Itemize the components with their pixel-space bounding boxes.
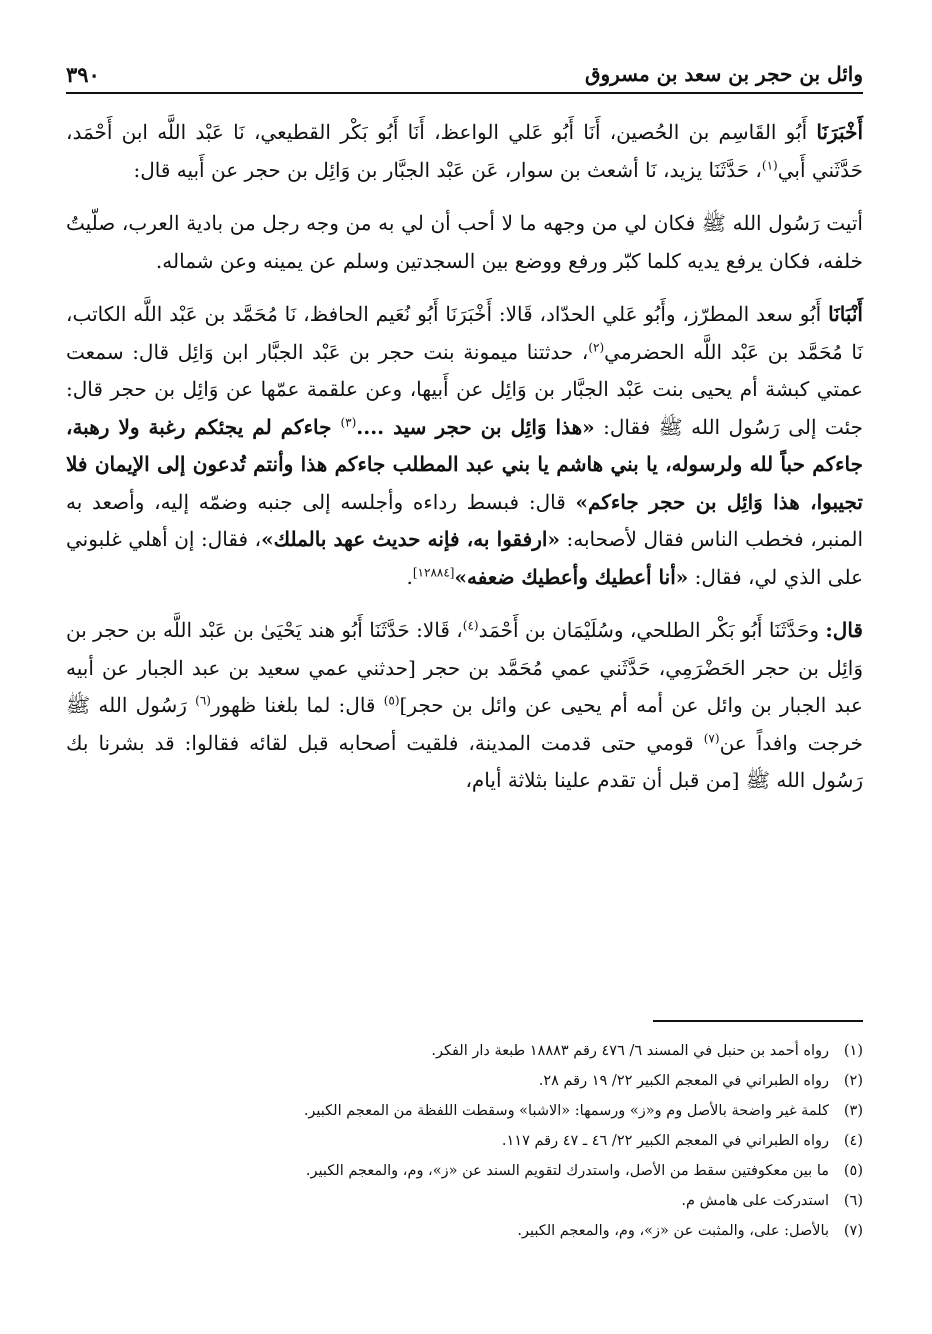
- footnote-item: [66, 1186, 863, 1216]
- footnote-item: [66, 1036, 863, 1066]
- paragraph-text: ، حدثتنا ميمونة بنت حجر بن عَبْد الجبَّار ابن وَائِل قال: سمعت عمتي كبشة أم يحيى بنت عَبْد الجبَّار بن وَائِل عن أَبيها، وعن علقمة عمّها عن وَائِل بن حجر قال: جئت إلى رَسُول الله ﷺ فقال:: [66, 339, 863, 439]
- footnote-text: رواه أحمد بن حنبل في المسند ٦/ ٤٧٦ رقم ١٨٨٨٣ طبعة دار الفكر.: [431, 1043, 829, 1059]
- chain-lead-word: أَخْبَرَنَا: [816, 120, 863, 144]
- paragraph-text: قال: فبسط رداءه وأجلسه إلى جنبه وضمّه إليه، وأصعد به المنبر، فخطب الناس فقال لأصحابه:: [66, 489, 863, 551]
- paragraph-text: وحَدَّثَنَا أَبُو بَكْر الطلحي، وسُلَيْمَان بن أَحْمَد: [478, 618, 826, 642]
- paragraph-text: ، حَدَّثَنَا يزيد، نَا أشعث بن سوار، عَن عَبْد الجبَّار بن وَائِل بن حجر عن أَبيه قال:: [133, 157, 762, 182]
- paragraph-text: رَسُول الله ﷺ خرجت وافداً عن: [66, 693, 863, 755]
- footnote-number: (٤): [843, 1133, 863, 1149]
- footnote-item: [66, 1156, 863, 1186]
- footnote-ref[interactable]: (٢): [588, 339, 605, 354]
- footnote-list: [66, 1036, 863, 1246]
- page-number: ٣٩٠: [66, 61, 100, 87]
- paragraph-1: [66, 114, 863, 189]
- hadith-quote: «هذا وَائِل بن حجر سيد ....: [356, 414, 595, 439]
- footnote-item: [66, 1096, 863, 1126]
- footnotes-section: [66, 1020, 863, 1246]
- footnote-number: (٥): [843, 1163, 863, 1179]
- footnote-text: رواه الطبراني في المعجم الكبير ٢٢/ ٤٦ ـ ٤٧ رقم ١١٧.: [501, 1133, 829, 1149]
- footnote-number: (٧): [843, 1223, 863, 1239]
- footnote-text: ما بين معكوفتين سقط من الأصل، واستدرك لتقويم السند عن «ز»، وم، والمعجم الكبير.: [305, 1163, 829, 1179]
- footnote-text: بالأصل: على، والمثبت عن «ز»، وم، والمعجم الكبير.: [517, 1223, 829, 1239]
- footnote-ref[interactable]: (٥): [383, 693, 400, 708]
- footnote-item: [66, 1066, 863, 1096]
- footnote-ref[interactable]: (٧): [703, 730, 720, 745]
- footnote-number: (١): [843, 1043, 863, 1059]
- paragraph-text: أَبُو سعد المطرّز، وأَبُو عَلي الحدّاد، قَالا: أَخْبَرَنَا أَبُو نُعَيم الحافظ، نَا مُحَمَّد بن عَبْد اللَّه الكاتب، نَا مُحَمَّد بن عَبْد اللَّه الحضرمي: [66, 302, 863, 364]
- footnote-number: (٢): [843, 1073, 863, 1089]
- paragraph-text: أَبُو القَاسِم بن الحُصين، أَنَا أَبُو عَلي الواعظ، أَنَا أَبُو بَكْر القطيعي، نَا عَبْد اللَّه ابن أَحْمَد، حَدَّثَني أَبي: [66, 120, 863, 182]
- paragraph-2: [66, 205, 863, 280]
- paragraph-text: قال: لما بلغنا ظهور: [210, 693, 384, 717]
- footnote-text: كلمة غير واضحة بالأصل وم و«ز» ورسمها: «الاشبا» وسقطت اللفظة من المعجم الكبير.: [303, 1103, 829, 1119]
- page-header: [66, 56, 863, 94]
- main-text: [66, 114, 863, 816]
- paragraph-text: أتيت رَسُول الله ﷺ فكان لي من وجهه ما لا أحب أن لي به من وجه رجل من بادية العرب، صلّيتُ خلفه، فكان يرفع يديه كلما كبّر ورفع ووضع بين السجدتين وسلم عن يمينه وعن شماله.: [66, 211, 863, 273]
- chain-lead-word: أَنْبَانَا: [828, 302, 863, 326]
- footnote-divider: [653, 1020, 863, 1022]
- hadith-quote: جاءكم لم يجئكم رغبة ولا رهبة، جاءكم حباً لله ولرسوله، يا بني هاشم يا بني عبد المطلب جاءكم هذا وأنتم تُدعون إلى الإيمان فلا تجيبوا، هذا وَائِل بن حجر جاءكم»: [66, 414, 864, 514]
- footnote-text: استدركت على هامش م.: [681, 1193, 829, 1209]
- footnote-number: (٣): [843, 1103, 863, 1119]
- hadith-number: [١٢٨٨٤]: [412, 564, 455, 579]
- paragraph-3: [66, 296, 863, 596]
- paragraph-text: .: [406, 564, 413, 589]
- hadith-quote: «أنا أعطيك وأعطيك ضعفه»: [454, 564, 689, 589]
- footnote-ref[interactable]: (١): [761, 157, 778, 172]
- paragraph-4: [66, 612, 863, 800]
- footnote-ref[interactable]: (٣): [340, 414, 357, 429]
- footnote-number: (٦): [843, 1193, 863, 1209]
- footnote-item: [66, 1216, 863, 1246]
- chain-lead-word: قال:: [825, 618, 863, 642]
- footnote-ref[interactable]: (٤): [462, 618, 479, 633]
- paragraph-text: قومي حتى قدمت المدينة، فلقيت أصحابه قبل لقائه فقالوا: قد بشرنا بك رَسُول الله ﷺ [من قبل أن تقدم علينا بثلاثة أيام،: [66, 730, 863, 792]
- running-title: وائل بن حجر بن سعد بن مسروق: [584, 62, 863, 86]
- paragraph-text: ، فقال: إن أهلي غلبوني على الذي لي، فقال:: [66, 527, 863, 589]
- footnote-ref[interactable]: (٦): [195, 693, 211, 708]
- footnote-text: رواه الطبراني في المعجم الكبير ٢٢/ ١٩ رقم ٢٨.: [538, 1073, 829, 1089]
- hadith-quote: «ارفقوا به، فإنه حديث عهد بالملك»: [261, 527, 560, 551]
- footnote-item: [66, 1126, 863, 1156]
- paragraph-text: ، قَالا: حَدَّثَنَا أَبُو هند يَحْيَىٰ بن عَبْد اللَّه بن حجر بن وَائِل بن حجر الحَضْرَمِي، حَدَّثَني عمي مُحَمَّد بن حجر [حدثني عمي سعيد بن عبد الجبار عن أبيه عبد الجبار بن وائل عن أمه أم يحيى عن وائل بن حجر]: [66, 618, 863, 717]
